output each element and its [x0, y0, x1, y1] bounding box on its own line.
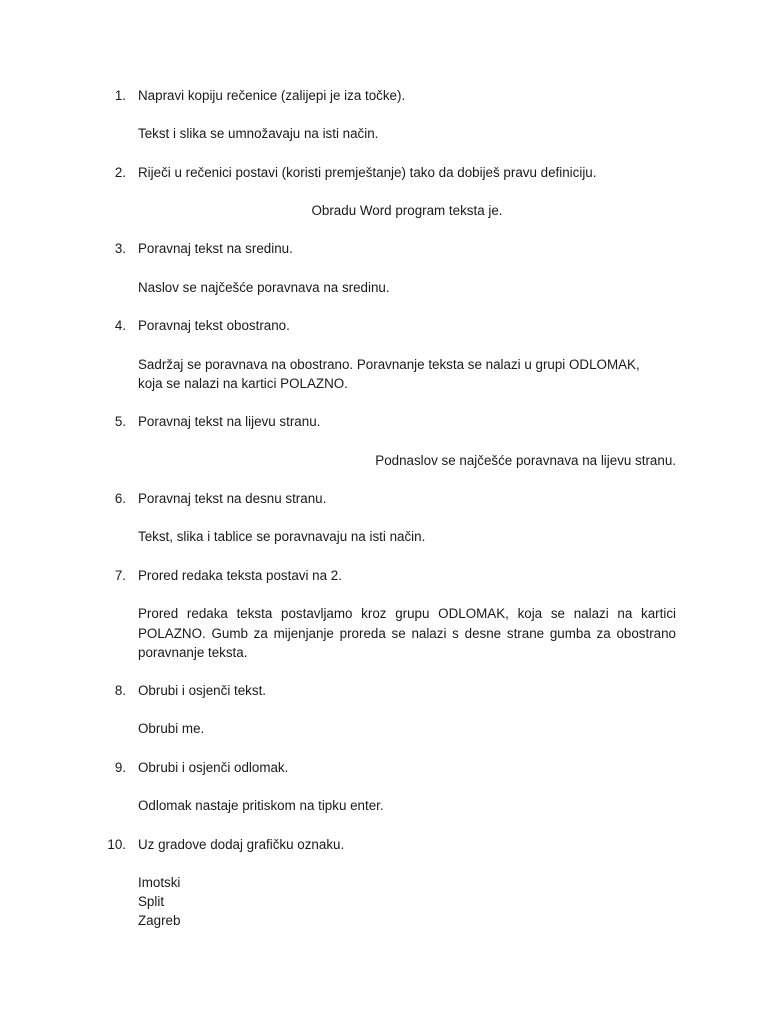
instruction-text[interactable]: Poravnaj tekst na lijevu stranu.	[138, 414, 321, 429]
instruction-text[interactable]: Riječi u rečenici postavi (koristi premještanje) tako da dobiješ pravu definiciju.	[138, 165, 597, 180]
exercise-text-line-1[interactable]: Sadržaj se poravnava na obostrano. Poravnanje teksta se nalazi u grupi ODLOMAK,	[138, 357, 640, 372]
item-number: 6.	[114, 491, 126, 506]
exercise-text[interactable]: Tekst i slika se umnožavaju na isti način.	[138, 126, 379, 141]
item-number: 2.	[114, 165, 126, 180]
item-number: 7.	[114, 568, 126, 583]
exercise-text-line-2[interactable]: koja se nalazi na kartici POLAZNO.	[138, 376, 348, 391]
instruction-text[interactable]: Napravi kopiju rečenice (zalijepi je iza točke).	[138, 88, 406, 103]
instruction-text[interactable]: Poravnaj tekst na sredinu.	[138, 241, 293, 256]
exercise-paragraph[interactable]: Prored redaka teksta postavljamo kroz grupu ODLOMAK, koja se nalazi na kartici POLAZNO. Gumb za mijenjanje proreda se nalazi s desne strane gumba za obostrano poravnanje teksta.	[138, 606, 676, 660]
exercise-text-centered[interactable]: Obradu Word program teksta je.	[311, 203, 503, 218]
item-number: 4.	[114, 318, 126, 333]
item-number: 5.	[114, 414, 126, 429]
city-line[interactable]: Split	[138, 894, 165, 909]
item-number: 1.	[114, 88, 126, 103]
city-line[interactable]: Imotski	[138, 875, 181, 890]
item-number: 8.	[114, 683, 126, 698]
item-number: 10.	[107, 837, 126, 852]
exercise-text[interactable]: Obrubi me.	[138, 721, 205, 736]
item-number: 3.	[114, 241, 126, 256]
instruction-text[interactable]: Poravnaj tekst obostrano.	[138, 318, 290, 333]
instruction-text[interactable]: Poravnaj tekst na desnu stranu.	[138, 491, 327, 506]
exercise-text[interactable]: Tekst, slika i tablice se poravnavaju na isti način.	[138, 529, 426, 544]
exercise-text[interactable]: Odlomak nastaje pritiskom na tipku enter.	[138, 798, 384, 813]
instruction-text[interactable]: Uz gradove dodaj grafičku oznaku.	[138, 837, 345, 852]
item-number: 9.	[114, 760, 126, 775]
exercise-text[interactable]: Naslov se najčešće poravnava na sredinu.	[138, 280, 390, 295]
instruction-text[interactable]: Prored redaka teksta postavi na 2.	[138, 568, 342, 583]
instruction-text[interactable]: Obrubi i osjenči tekst.	[138, 683, 267, 698]
city-line[interactable]: Zagreb	[138, 913, 181, 928]
exercise-text-right[interactable]: Podnaslov se najčešće poravnava na lijevu stranu.	[375, 453, 676, 468]
instruction-text[interactable]: Obrubi i osjenči odlomak.	[138, 760, 289, 775]
